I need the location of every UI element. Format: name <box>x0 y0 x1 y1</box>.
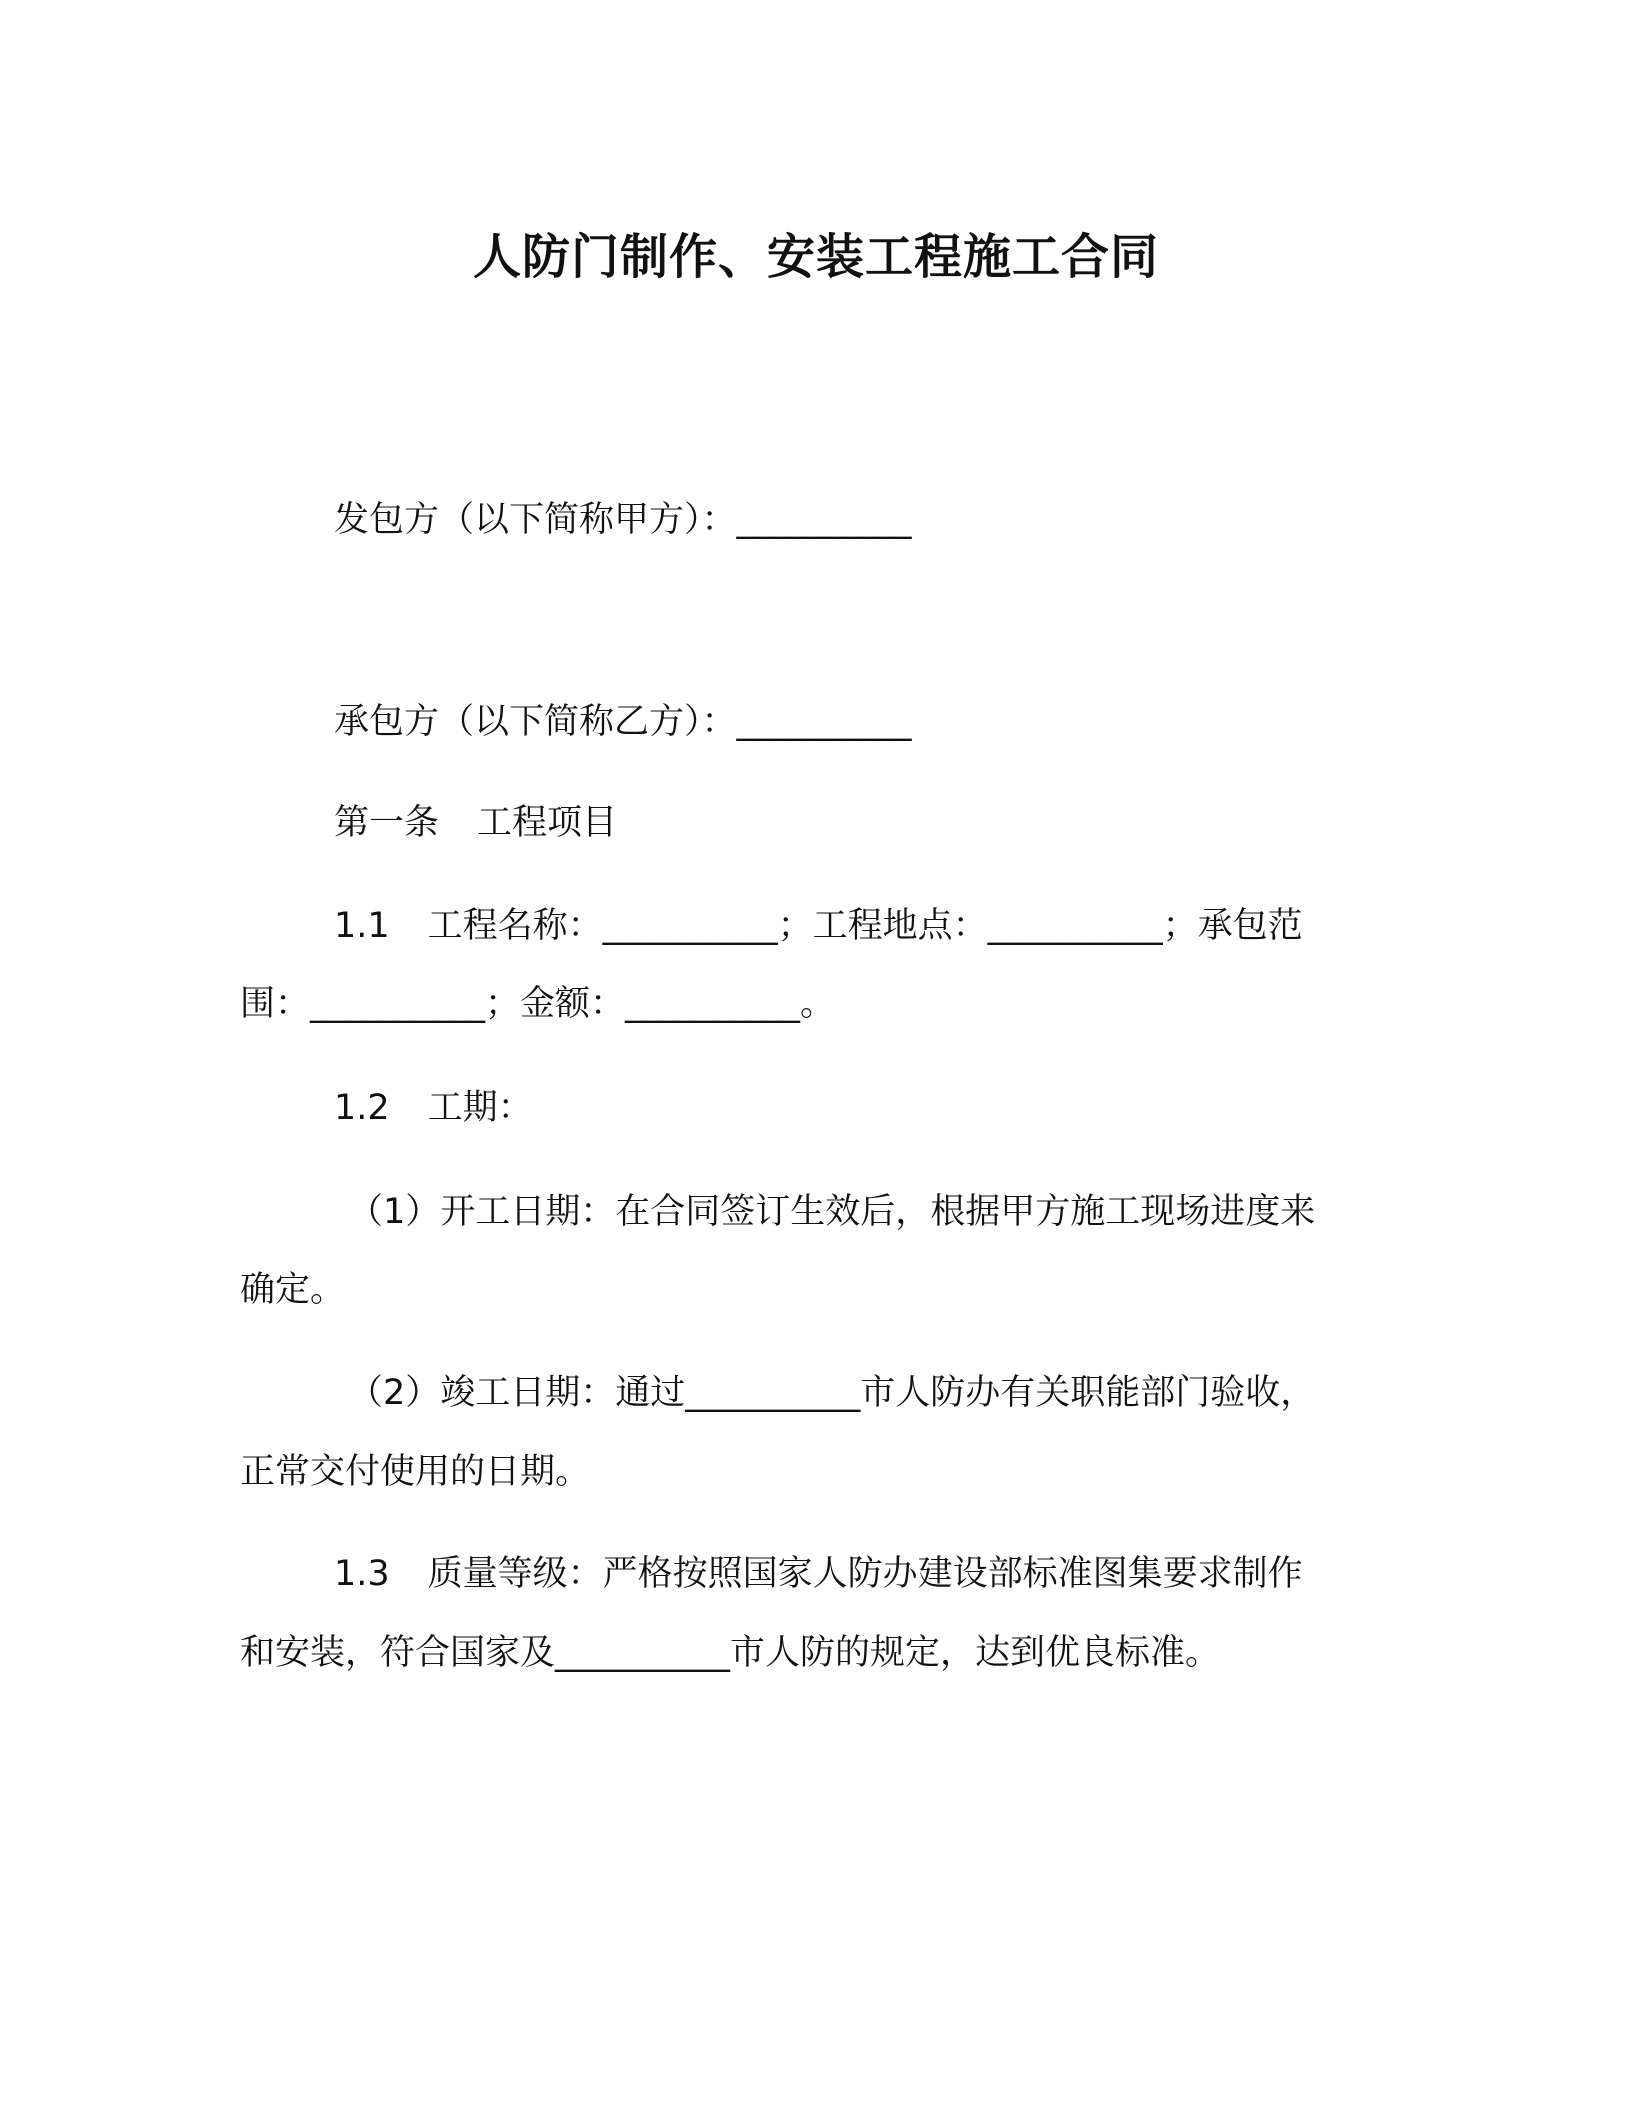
clause-1-1-line-2: 围：__________；金额：__________。 <box>240 984 836 1024</box>
clause-text: 工期： <box>427 1088 533 1128</box>
article-number: 第一条 <box>334 803 440 843</box>
document-title: 人防门制作、安装工程施工合同 <box>472 229 1159 285</box>
item-2-line-2: 正常交付使用的日期。 <box>240 1452 591 1492</box>
clause-number: 1.1 <box>334 906 390 946</box>
clause-number: 1.2 <box>334 1088 390 1128</box>
article-1-heading <box>334 801 617 845</box>
clause-1-3-line-2: 和安装，符合国家及__________市人防的规定，达到优良标准。 <box>240 1633 1221 1673</box>
item-1-line-1: （1）开工日期：在合同签订生效后，根据甲方施工现场进度来 <box>348 1192 1316 1232</box>
item-2-line-1: （2）竣工日期：通过__________市人防办有关职能部门验收， <box>348 1373 1316 1413</box>
item-1-line-2: 确定。 <box>240 1270 346 1310</box>
party-a-line: 发包方（以下简称甲方）：__________ <box>334 500 912 540</box>
party-b-line: 承包方（以下简称乙方）：__________ <box>334 702 912 742</box>
clause-1-3-line-1 <box>334 1552 1303 1596</box>
clause-number: 1.3 <box>334 1554 390 1594</box>
article-title: 工程项目 <box>477 803 618 843</box>
clause-1-1-line-1 <box>334 904 1303 948</box>
clause-text: 质量等级：严格按照国家人防办建设部标准图集要求制作 <box>427 1554 1303 1594</box>
clause-1-2 <box>334 1086 533 1130</box>
clause-text: 工程名称：__________；工程地点：__________；承包范 <box>427 906 1303 946</box>
